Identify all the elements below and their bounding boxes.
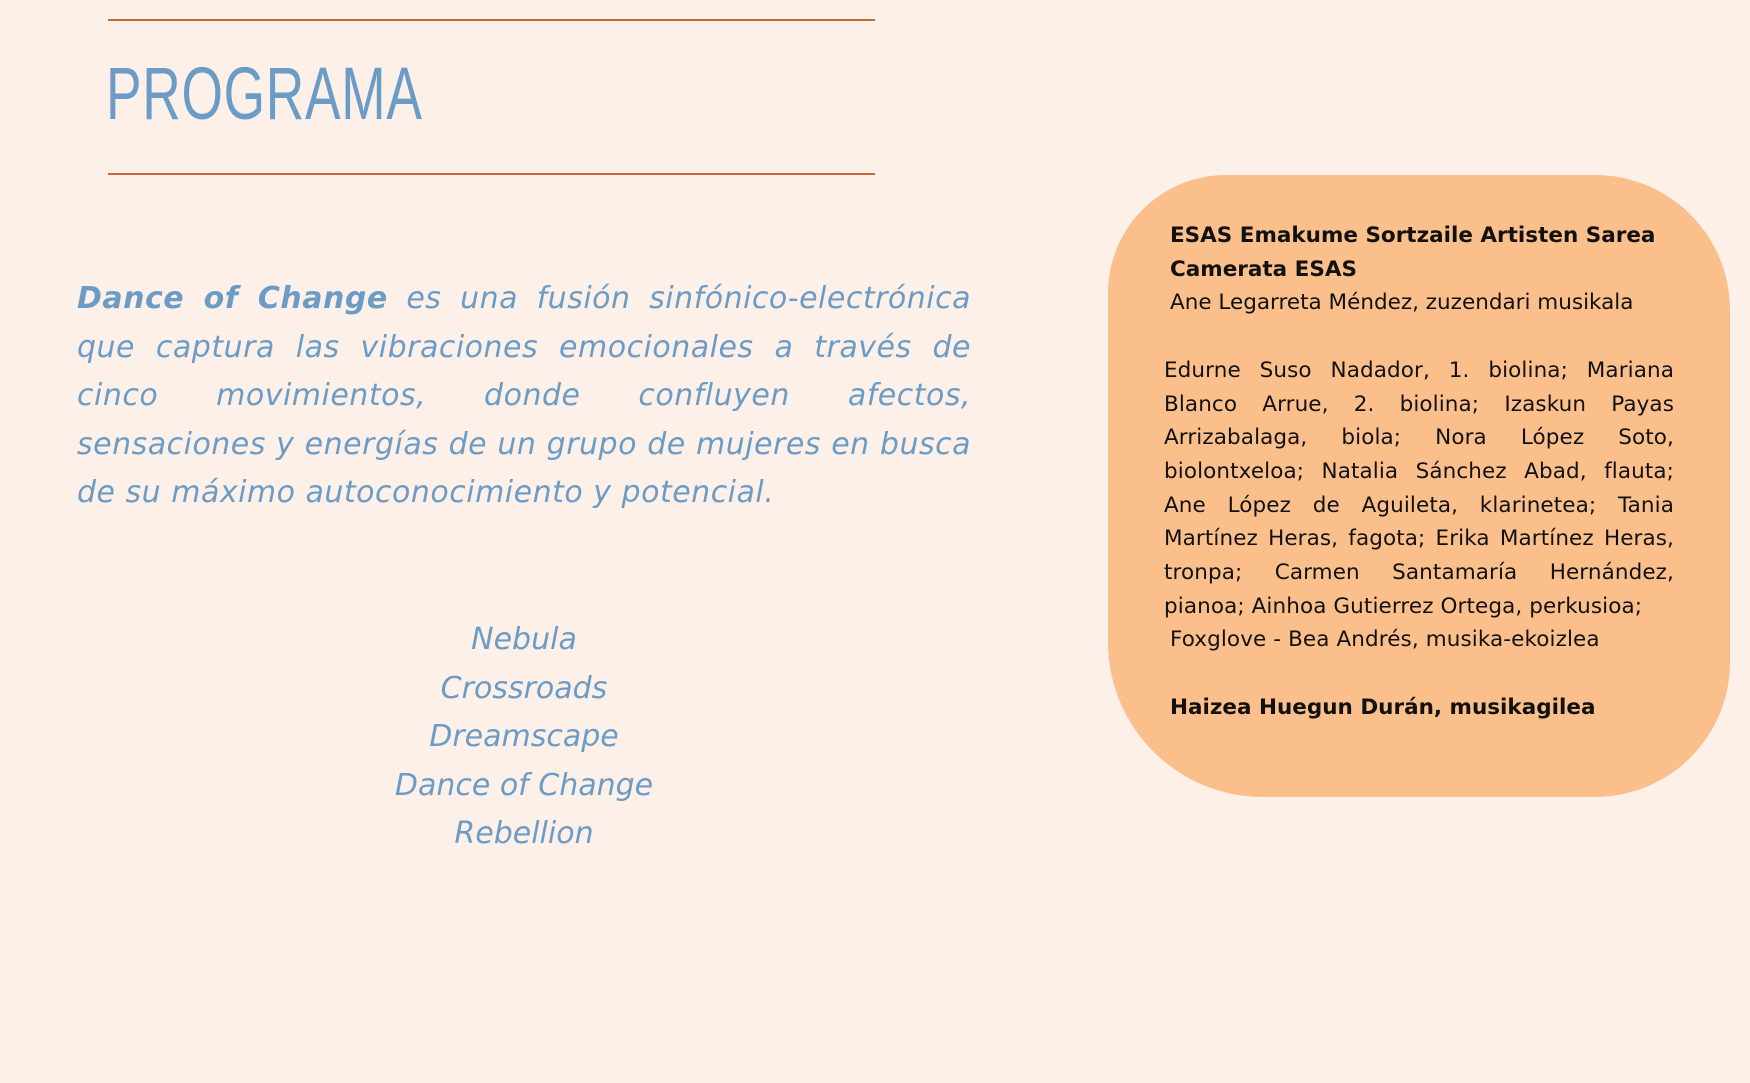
- bottom-divider: [108, 173, 875, 175]
- credits-members: [1164, 354, 1674, 657]
- credits-panel: [1108, 175, 1730, 797]
- movement-list: [224, 616, 824, 859]
- credits-network: ESAS Emakume Sortzaile Artisten Sarea: [1170, 223, 1656, 248]
- credits-members-text: Edurne Suso Nadador, 1. biolina; Mariana Blanco Arrue, 2. biolina; Izaskun Payas Arrizabalaga, biola; Nora López Soto, biolontxeloa; Natalia Sánchez Abad, flauta; Ane López de Aguileta, klarinetea; Tania Martínez Heras, fagota; Erika Martínez Heras, tronpa; Carmen Santamaría Hernández, pianoa; Ainhoa Gutierrez Ortega, perkusioa;: [1164, 357, 1674, 619]
- movement-item: Nebula: [471, 622, 577, 657]
- credits-ensemble: Camerata ESAS: [1170, 256, 1357, 282]
- intro-highlight: Dance of Change: [77, 281, 388, 316]
- credits-composer: Haizea Huegun Durán, musikagilea: [1170, 694, 1596, 720]
- movement-item: Rebellion: [454, 816, 594, 851]
- top-divider: [108, 19, 875, 21]
- movement-item: Crossroads: [440, 670, 608, 706]
- credits-producer: Foxglove - Bea Andrés, musika-ekoizlea: [1170, 627, 1600, 653]
- movement-item: Dance of Change: [394, 767, 654, 803]
- movement-item: Dreamscape: [429, 719, 619, 754]
- page-title: PROGRAMA: [106, 52, 423, 135]
- intro-paragraph: [77, 275, 971, 518]
- intro-text: es una fusión sinfónico-electrónica que captura las vibraciones emocionales a través de cinco movimientos, donde confluyen afectos, sensaciones y energías de un grupo de mujeres en busca de su máximo autoconocimiento y potencial.: [77, 281, 972, 510]
- credits-director: Ane Legarreta Méndez, zuzendari musikala: [1170, 290, 1634, 316]
